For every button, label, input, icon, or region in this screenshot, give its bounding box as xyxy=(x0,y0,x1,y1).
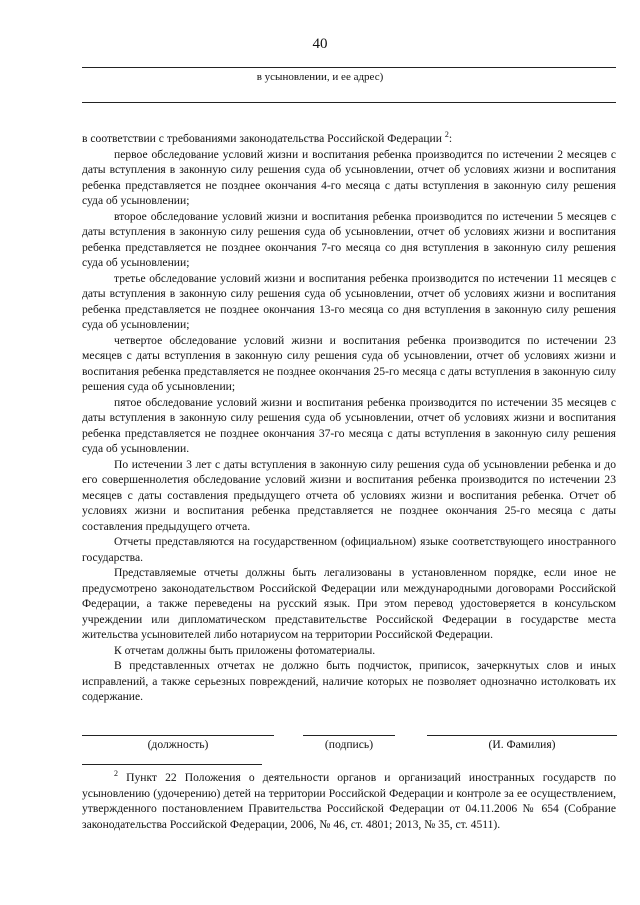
name-label: (И. Фамилия) xyxy=(488,738,556,751)
paragraph-second-inspection: второе обследование условий жизни и воспитания ребенка производится по истечении 5 месяцев с даты вступления в законную силу решения суда об усыновлении, отчет об условиях жизни и воспитания ребенка представляется не позднее окончания 7-го месяца со дня вступления в законную силу решения суда об усыновлении; xyxy=(82,209,616,269)
paragraph-legalization: Представляемые отчеты должны быть легализованы в установленном порядке, если иное не предусмотрено законодательством Российской Федерации или международными договорами Российской Федерации, а также переведены на русский язык. При этом перевод удостоверяется в консульском учреждении или дипломатическом представительстве Российской Федерации в государстве места жительства усыновителей либо нотариусом на территории Российской Федерации. xyxy=(82,566,616,641)
signature-label: (подпись) xyxy=(324,738,374,751)
name-signature-line xyxy=(427,735,617,736)
signature-line xyxy=(303,735,395,736)
paragraph-report-language: Отчеты представляются на государственном (официальном) языке соответствующего иностранного государства. xyxy=(82,535,616,564)
position-label: (должность) xyxy=(147,738,209,751)
header-rule-bottom xyxy=(82,102,616,103)
intro-text: в соответствии с требованиями законодательства Российской Федерации xyxy=(82,132,445,145)
paragraph-no-corrections: В представленных отчетах не должно быть подчисток, приписок, зачеркнутых слов и иных исправлений, а также серьезных повреждений, наличие которых не позволяет однозначно истолковать их содержание. xyxy=(82,659,616,703)
footnote-marker: 2 xyxy=(114,769,118,779)
paragraph-first-inspection: первое обследование условий жизни и воспитания ребенка производится по истечении 2 месяцев с даты вступления в законную силу решения суда об усыновлении, отчет об условиях жизни и воспитания ребенка представляется не позднее окончания 4-го месяца с даты вступления в законную силу решения суда об усыновлении; xyxy=(82,147,616,207)
header-rule-top xyxy=(82,67,616,68)
paragraph-third-inspection: третье обследование условий жизни и воспитания ребенка производится по истечении 11 месяцев с даты вступления в законную силу решения суда об усыновлении, отчет об условиях жизни и воспитания ребенка представляется не позднее окончания 13-го месяца со дня вступления в законную силу решения суда об усыновлении; xyxy=(82,271,616,331)
document-body xyxy=(82,131,616,705)
paragraph-after-three-years: По истечении 3 лет с даты вступления в законную силу решения суда об усыновлении ребенка и до его совершеннолетия обследование условий жизни и воспитания ребенка производится по истечении 23 месяцев с даты составления предыдущего отчета об условиях жизни и воспитания ребенка. Отчет об условиях жизни и воспитания ребенка представляется не позднее окончания 25-го месяца с даты составления предыдущего отчета. xyxy=(82,457,616,533)
position-signature-line xyxy=(82,735,274,736)
paragraph-photos: К отчетам должны быть приложены фотоматериалы. xyxy=(114,643,376,657)
page-number: 40 xyxy=(312,36,328,52)
intro-line xyxy=(82,131,616,147)
footnote-reference: 2 xyxy=(444,130,449,140)
footnote-text: Пункт 22 Положения о деятельности органов и организаций иностранных государств по усыновлению (удочерению) детей на территории Российской Федерации и контроле за ее осуществлением, утвержденного постановлением Правительства Российской Федерации от 04.11.2006 № 654 (Собрание законодательства Российской Федерации, 2006, № 46, ст. 4801; 2013, № 35, ст. 4511). xyxy=(82,771,616,831)
footnote xyxy=(82,770,616,832)
paragraph-fourth-inspection: четвертое обследование условий жизни и воспитания ребенка производится по истечении 23 месяцев с даты вступления в законную силу решения суда об усыновлении, отчет об условиях жизни и воспитания ребенка представляется не позднее окончания 25-го месяца с даты вступления в законную силу решения суда об усыновлении; xyxy=(82,333,616,393)
intro-colon: : xyxy=(448,132,453,145)
header-caption: в усыновлении, и ее адрес) xyxy=(256,71,384,83)
paragraph-fifth-inspection: пятое обследование условий жизни и воспитания ребенка производится по истечении 35 месяцев с даты вступления в законную силу решения суда об усыновлении, отчет об условиях жизни и воспитания ребенка представляется не позднее окончания 37-го месяца с даты вступления в законную силу решения суда об усыновлении. xyxy=(82,395,616,455)
footnote-separator xyxy=(82,764,262,765)
